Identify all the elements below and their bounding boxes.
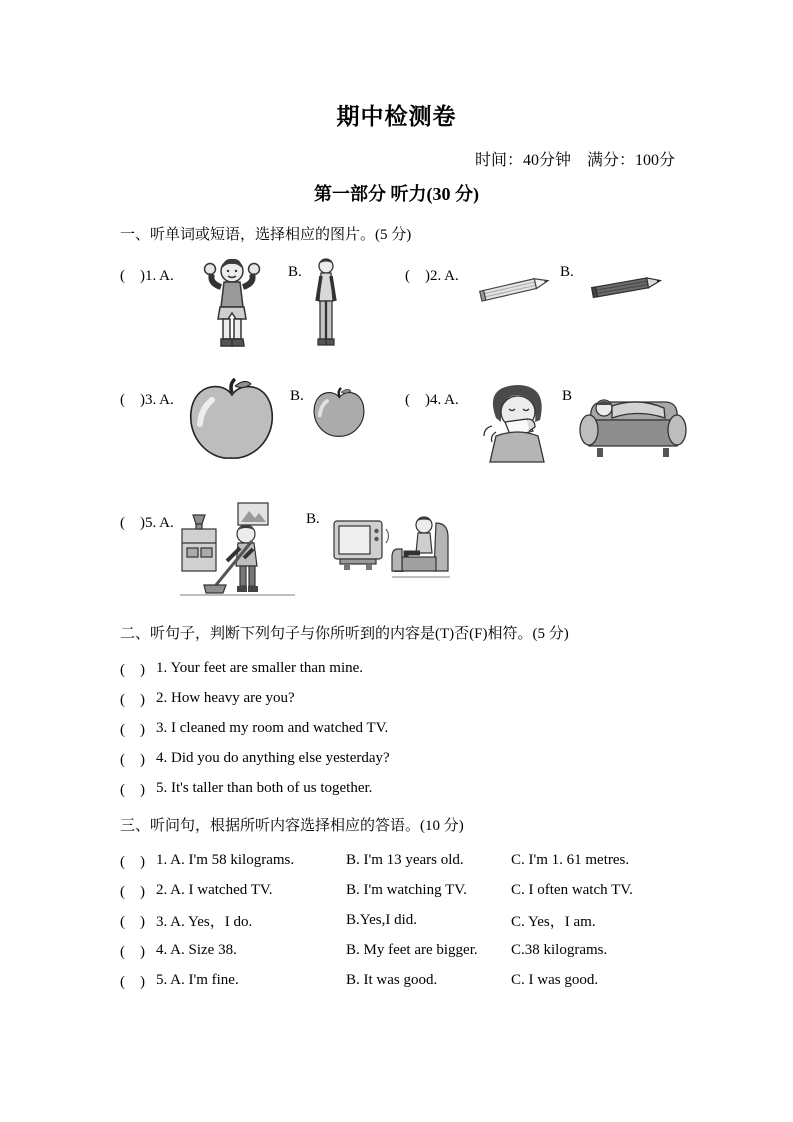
- answer-blank: ( ): [120, 661, 145, 678]
- spacer: [120, 803, 676, 815]
- strong-boy-image: [198, 254, 266, 350]
- option-a: 5. A. I'm fine.: [156, 971, 239, 988]
- spacer: [120, 645, 676, 653]
- question4-prefix: ( )4. A.: [405, 392, 459, 408]
- statement-row-1: [120, 653, 676, 683]
- statement-row-5: [120, 773, 676, 803]
- statement-text: 4. Did you do anything else yesterday?: [156, 749, 390, 766]
- question3-option-b-label: B.: [290, 388, 304, 404]
- answer-blank: ( ): [120, 751, 145, 768]
- statement-row-2: [120, 683, 676, 713]
- answer-blank: ( ): [120, 883, 145, 900]
- section1-heading: 一、听单词或短语，选择相应的图片。(5 分): [120, 227, 412, 243]
- statement-text: 1. Your feet are smaller than mine.: [156, 659, 364, 676]
- small-apple-image: [310, 386, 368, 440]
- question4-option-b-label: B: [562, 388, 573, 404]
- choice-row-2: [120, 875, 676, 905]
- choice-row-5: [120, 965, 676, 995]
- question1-prefix: ( )1. A.: [120, 268, 174, 284]
- answer-blank: ( ): [120, 913, 145, 930]
- option-b: B. I'm watching TV.: [346, 881, 467, 898]
- option-b: B.Yes,I did.: [346, 911, 417, 928]
- page-title: 期中检测卷: [336, 104, 457, 129]
- statement-row-4: [120, 743, 676, 773]
- section3-heading: 三、听问句，根据所听内容选择相应的答语。(10 分): [120, 818, 464, 834]
- option-a: 1. A. I'm 58 kilograms.: [156, 851, 295, 868]
- picture-question-row-3: [120, 499, 676, 607]
- statement-row-3: [120, 713, 676, 743]
- option-a: 3. A. Yes，I do.: [156, 913, 253, 930]
- thin-man-image: [310, 256, 342, 348]
- question5-option-b-label: B.: [306, 511, 320, 527]
- answer-blank: ( ): [120, 781, 145, 798]
- option-c: C.38 kilograms.: [511, 941, 608, 958]
- picture-question-row-2: [120, 376, 676, 473]
- part-header: 第一部分 听力(30 分): [314, 184, 479, 204]
- sneezing-person-image: [472, 378, 560, 466]
- question3-prefix: ( )3. A.: [120, 392, 174, 408]
- statement-text: 2. How heavy are you?: [156, 689, 295, 706]
- option-a: 4. A. Size 38.: [156, 941, 237, 958]
- question5-prefix: ( )5. A.: [120, 515, 174, 531]
- spacer: [120, 837, 676, 845]
- answer-blank: ( ): [120, 853, 145, 870]
- choice-row-3: [120, 905, 676, 935]
- option-a: 2. A. I watched TV.: [156, 881, 273, 898]
- question1-option-b-label: B.: [288, 264, 302, 280]
- question2-prefix: ( )2. A.: [405, 268, 459, 284]
- option-b: B. I'm 13 years old.: [346, 851, 464, 868]
- exam-meta: 时间：40分钟 满分：100分: [474, 152, 675, 169]
- choice-row-4: [120, 935, 676, 965]
- question2-option-b-label: B.: [560, 264, 574, 280]
- light-pencil-image: [470, 268, 555, 310]
- option-c: C. I'm 1. 61 metres.: [511, 851, 630, 868]
- statement-text: 5. It's taller than both of us together.: [156, 779, 373, 796]
- boy-watching-tv-image: [328, 501, 458, 596]
- spacer: [120, 607, 676, 623]
- option-c: C. Yes，I am.: [511, 913, 596, 930]
- option-b: B. My feet are bigger.: [346, 941, 478, 958]
- option-c: C. I was good.: [511, 971, 599, 988]
- answer-blank: ( ): [120, 943, 145, 960]
- boy-cleaning-room-image: [180, 499, 295, 599]
- choice-row-1: [120, 845, 676, 875]
- answer-blank: ( ): [120, 721, 145, 738]
- statement-text: 3. I cleaned my room and watched TV.: [156, 719, 389, 736]
- answer-blank: ( ): [120, 973, 145, 990]
- answer-blank: ( ): [120, 691, 145, 708]
- person-lying-on-sofa-image: [577, 386, 689, 466]
- option-c: C. I often watch TV.: [511, 881, 633, 898]
- exam-content: [120, 224, 676, 995]
- dark-pencil-image: [582, 266, 667, 308]
- big-apple-image: [184, 376, 279, 464]
- section2-heading: 二、听句子，判断下列句子与你所听到的内容是(T)否(F)相符。(5 分): [120, 626, 569, 642]
- option-b: B. It was good.: [346, 971, 438, 988]
- picture-question-row-1: [120, 252, 676, 352]
